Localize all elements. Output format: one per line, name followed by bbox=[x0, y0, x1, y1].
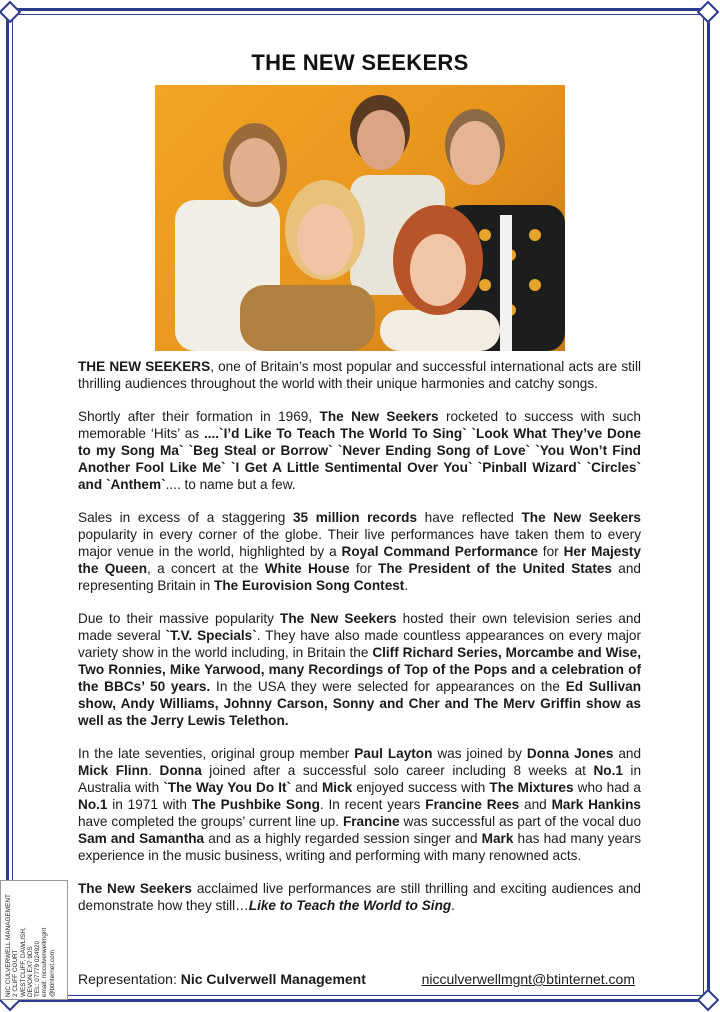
representation-prefix: Representation: bbox=[78, 971, 181, 987]
agency-stamp-text bbox=[1, 881, 67, 999]
agency-stamp bbox=[0, 880, 68, 1000]
body-text: , one of Britain’s most popular and successful international acts are still thrilling audiences throughout the world with their unique harmonies and catchy songs. bbox=[78, 359, 641, 391]
stamp-line: email: nicculverwellmgnt bbox=[41, 927, 49, 997]
body-paragraph bbox=[78, 509, 641, 594]
article-body bbox=[78, 358, 641, 930]
body-text: .... to name but a few. bbox=[165, 477, 296, 492]
body-paragraph bbox=[78, 610, 641, 729]
bold-text: Ed Sullivan show, Andy Williams, Johnny Carson, Sonny and Cher and The Merv Griffin show as well as the Jerry Lewis Telethon. bbox=[78, 679, 641, 728]
stamp-line: 2 CLIFF COURT bbox=[12, 949, 20, 997]
bold-text: Mark bbox=[481, 831, 514, 846]
contact-email[interactable]: nicculverwellmgnt@btinternet.com bbox=[421, 971, 635, 987]
bold-text: Mick Flinn bbox=[78, 763, 149, 778]
bold-text: Royal Command Performance bbox=[341, 544, 538, 559]
body-text: in Australia with bbox=[78, 763, 642, 795]
bold-text: Her Majesty the Queen bbox=[78, 544, 641, 576]
body-text: . They have also made countless appearances on every major variety show in the world including, in Britain the bbox=[78, 628, 641, 660]
representation-line bbox=[78, 971, 641, 987]
body-text: , a concert at the bbox=[147, 561, 265, 576]
stamp-line: WESTCLIFF, DAWLISH, bbox=[19, 927, 27, 997]
body-paragraph bbox=[78, 880, 641, 914]
bold-text: The Mixtures bbox=[489, 780, 574, 795]
bold-text: No.1 bbox=[593, 763, 623, 778]
body-text: who had a bbox=[573, 780, 641, 795]
band-photo bbox=[155, 85, 565, 351]
agency-name: Nic Culverwell Management bbox=[180, 971, 366, 987]
bold-text: Donna bbox=[159, 763, 202, 778]
body-text: and representing Britain in bbox=[78, 561, 641, 593]
body-text: acclaimed live performances are still thrilling and exciting audiences and demonstrate how they still… bbox=[78, 881, 641, 913]
body-text: and bbox=[613, 746, 642, 761]
bold-text: Sam and Samantha bbox=[78, 831, 205, 846]
bold-text: Donna Jones bbox=[526, 746, 614, 761]
bold-text: No.1 bbox=[78, 797, 108, 812]
representation-label bbox=[78, 971, 366, 987]
bold-text: White House bbox=[264, 561, 350, 576]
body-text: have completed the groups’ current line up. bbox=[78, 814, 343, 829]
body-text: joined after a successful solo career including 8 weeks at bbox=[201, 763, 594, 778]
stamp-line: @btinternet.com bbox=[48, 950, 56, 997]
body-text: in 1971 with bbox=[107, 797, 192, 812]
band-photo-illustration bbox=[155, 85, 565, 351]
body-text: enjoyed success with bbox=[352, 780, 490, 795]
bold-text: Francine Rees bbox=[425, 797, 520, 812]
body-text: Due to their massive popularity bbox=[78, 611, 281, 626]
body-text: hosted their own television series and made several bbox=[78, 611, 641, 643]
body-paragraph bbox=[78, 358, 641, 392]
body-text: has had many years experience in the music business, writing and performing with many renowned acts. bbox=[78, 831, 642, 863]
body-text: and bbox=[291, 780, 322, 795]
body-paragraph bbox=[78, 408, 641, 493]
bold-text: The Pushbike Song bbox=[191, 797, 320, 812]
stamp-line: TEL: 07779 024920 bbox=[34, 940, 42, 997]
body-text: and as a highly regarded session singer and bbox=[204, 831, 482, 846]
bold-text: THE NEW SEEKERS bbox=[78, 359, 211, 374]
bold-text: `The Way You Do It` bbox=[163, 780, 292, 795]
body-text: . bbox=[451, 898, 455, 913]
stamp-line: NIC CULVERWELL MANAGEMENT bbox=[5, 894, 12, 997]
bold-text: Francine bbox=[342, 814, 400, 829]
body-text: and bbox=[519, 797, 552, 812]
bold-text: Paul Layton bbox=[354, 746, 433, 761]
body-text: for bbox=[349, 561, 379, 576]
bold-text: Mark Hankins bbox=[551, 797, 641, 812]
bold-text: The President of the United States bbox=[378, 561, 612, 576]
body-text: for bbox=[537, 544, 564, 559]
bold-text: The New Seekers bbox=[521, 510, 641, 525]
bold-text: `T.V. Specials` bbox=[165, 628, 257, 643]
bold-text: 35 million records bbox=[292, 510, 418, 525]
body-paragraph bbox=[78, 745, 641, 864]
body-text: . bbox=[148, 763, 160, 778]
body-text: popularity in every corner of the globe. Their live performances have taken them to every major venue in the world, highlighted by a bbox=[78, 527, 641, 559]
body-text: In the USA they were selected for appearances on the bbox=[210, 679, 566, 694]
stamp-line: DEVON EX7 9DS bbox=[26, 946, 34, 997]
bold-text bbox=[249, 898, 451, 913]
body-text: rocketed to success with such memorable ‘Hits’ as bbox=[78, 409, 641, 441]
body-text: have reflected bbox=[417, 510, 522, 525]
bold-text: The New Seekers bbox=[78, 881, 192, 896]
body-text: Sales in excess of a staggering bbox=[78, 510, 293, 525]
bold-text: The New Seekers bbox=[319, 409, 439, 424]
bold-text: The Eurovision Song Contest bbox=[214, 578, 405, 593]
body-text: was joined by bbox=[432, 746, 527, 761]
bold-text: Cliff Richard Series, Morcambe and Wise, Two Ronnies, Mike Yarwood, many Recordings of Top of the Pops and a celebration of the BBCs’ 50 years. bbox=[78, 645, 641, 694]
body-text: Shortly after their formation in 1969, bbox=[78, 409, 320, 424]
emphasis-text: Like to Teach the World to Sing bbox=[248, 898, 452, 913]
body-text: . In recent years bbox=[319, 797, 426, 812]
bold-text: The New Seekers bbox=[280, 611, 397, 626]
body-text: was successful as part of the vocal duo bbox=[399, 814, 642, 829]
bold-text: Mick bbox=[321, 780, 353, 795]
bold-text: ....`I’d Like To Teach The World To Sing` `Look What They’ve Done to my Song Ma` `Beg Steal or Borrow` `Never Ending Song of Love` `You Won’t Find Another Fool Like Me` `I Get A Little Sentimental Over You` `Pinball Wizard` `Circles` and `Anthem` bbox=[78, 426, 641, 492]
body-text: In the late seventies, original group member bbox=[78, 746, 355, 761]
body-text: . bbox=[404, 578, 409, 593]
page-title: THE NEW SEEKERS bbox=[251, 50, 469, 75]
